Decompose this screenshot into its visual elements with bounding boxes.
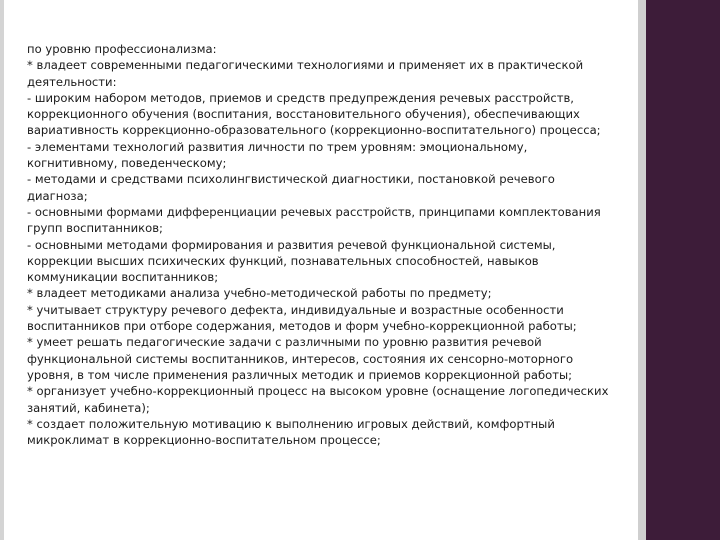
text-line: диагноза; <box>27 188 88 203</box>
text-line: уровня, в том числе применения различных методик и приемов коррекционной работы; <box>27 367 573 382</box>
text-line: по уровню профессионализма: <box>27 42 217 56</box>
text-line: занятий, кабинета); <box>27 400 150 415</box>
text-line: коррекционного обучения (воспитания, восстановительного обучения), обеспечивающих <box>27 107 580 122</box>
text-line: * владеет методиками анализа учебно-методической работы по предмету; <box>27 286 492 301</box>
text-line: * создает положительную мотивацию к выполнению игровых действий, комфортный <box>27 416 555 431</box>
text-line: * умеет решать педагогические задачи с различными по уровню развития речевой <box>27 335 542 350</box>
text-line: - основными методами формирования и развития речевой функциональной системы, <box>27 237 556 252</box>
text-line: функциональной системы воспитанников, интересов, состояния их сенсорно-моторного <box>27 351 574 366</box>
text-line: коррекции высших психических функций, познавательных способностей, навыков <box>27 253 539 268</box>
text-line: микроклимат в коррекционно-воспитательном процессе; <box>27 433 381 448</box>
text-line: воспитанников при отборе содержания, методов и форм учебно-коррекционной работы; <box>27 319 577 334</box>
text-line: * учитывает структуру речевого дефекта, индивидуальные и возрастные особенности <box>27 302 564 317</box>
text-line: - основными формами дифференциации речевых расстройств, принципами комплектования <box>27 204 601 219</box>
text-line: коммуникации воспитанников; <box>27 270 219 285</box>
slide-text-block <box>27 41 627 448</box>
text-line: деятельности: <box>27 74 117 89</box>
text-line: групп воспитанников; <box>27 221 163 236</box>
text-line: - элементами технологий развития личности по трем уровням: эмоциональному, <box>27 139 528 154</box>
text-line: когнитивному, поведенческому; <box>27 156 227 171</box>
text-line: * владеет современными педагогическими технологиями и применяет их в практической <box>27 58 584 73</box>
accent-divider <box>638 0 646 540</box>
text-line: вариативность коррекционно-образовательного (коррекционно-воспитательного) процесса; <box>27 123 601 138</box>
text-line: - методами и средствами психолингвистической диагностики, постановкой речевого <box>27 172 555 187</box>
text-line: * организует учебно-коррекционный процесс на высоком уровне (оснащение логопедических <box>27 384 609 399</box>
text-line: - широким набором методов, приемов и средств предупреждения речевых расстройств, <box>27 90 574 105</box>
accent-bar <box>646 0 720 540</box>
